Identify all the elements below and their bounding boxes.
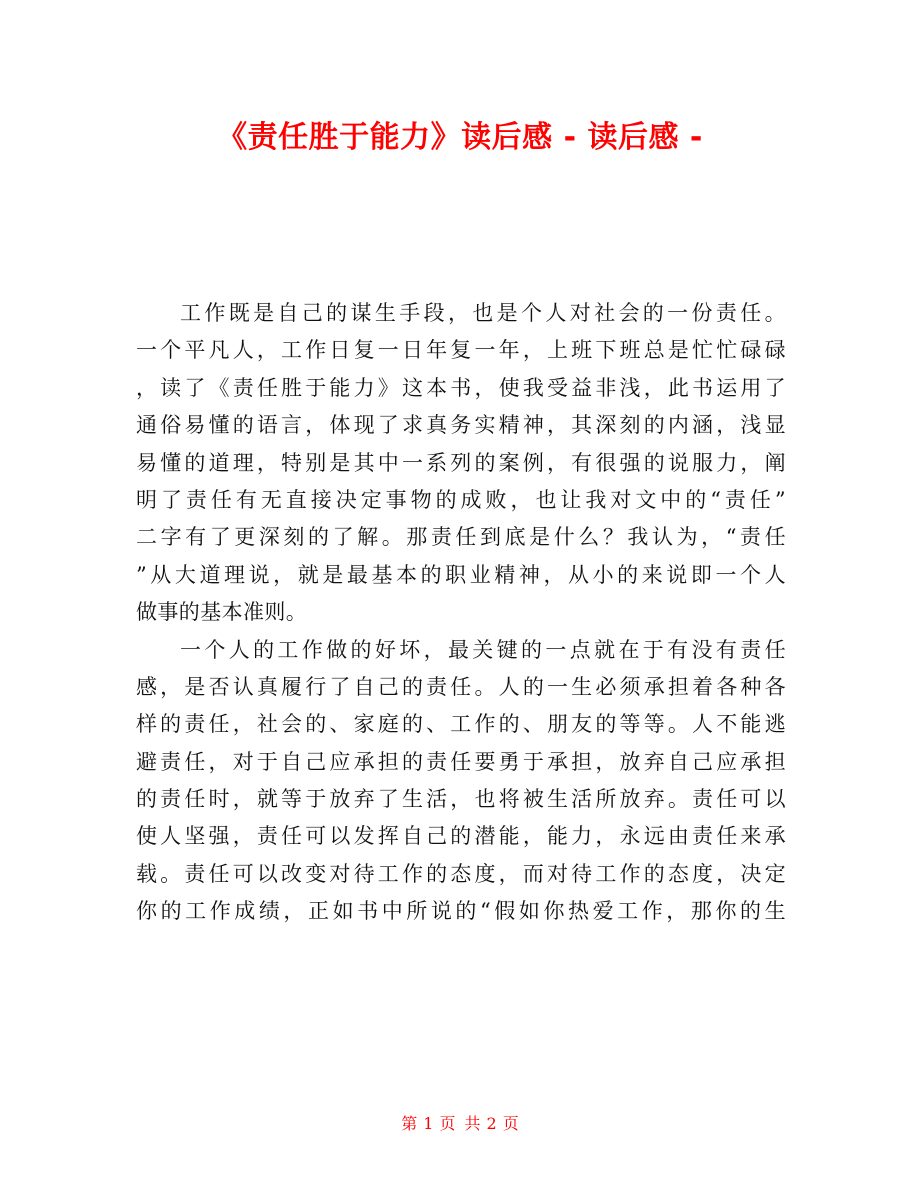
text-line: 一个人的工作做的好坏，最关键的一点就在于有没有责任	[180, 637, 786, 662]
text-line: ”从大道理说，就是最基本的职业精神，从小的来说即一个人	[136, 562, 786, 587]
paragraph-1	[136, 295, 786, 632]
text-line: 你的工作成绩，正如书中所说的“假如你热爱工作，那你的生	[136, 899, 786, 924]
text-line: 二字有了更深刻的了解。那责任到底是什么？我认为，“责任	[136, 525, 786, 550]
text-line: 样的责任，社会的、家庭的、工作的、朋友的等等。人不能逃	[136, 712, 786, 737]
text-line: 工作既是自己的谋生手段，也是个人对社会的一份责任。	[180, 301, 786, 325]
text-line: 明了责任有无直接决定事物的成败，也让我对文中的“责任”	[136, 487, 786, 512]
paragraph-2	[136, 632, 786, 931]
text-line: 载。责任可以改变对待工作的态度，而对待工作的态度，决定	[136, 861, 786, 886]
text-line: 一个平凡人，工作日复一日年复一年，上班下班总是忙忙碌碌	[136, 338, 786, 363]
page-label-mid: 页 共	[439, 1114, 481, 1133]
page-footer	[0, 1113, 920, 1135]
page-label-suffix: 页	[502, 1114, 519, 1133]
text-line: 感，是否认真履行了自己的责任。人的一生必须承担着各种各	[136, 674, 786, 699]
text-line: 使人坚强，责任可以发挥自己的潜能，能力，永远由责任来承	[136, 824, 786, 849]
page-label-prefix: 第	[401, 1114, 418, 1133]
text-line: ，读了《责任胜于能力》这本书，使我受益非浅，此书运用了	[136, 375, 786, 400]
document-body	[136, 295, 786, 931]
text-line: 做事的基本准则。	[136, 600, 308, 625]
text-line: 通俗易懂的语言，体现了求真务实精神，其深刻的内涵，浅显	[136, 413, 786, 438]
total-pages-number: 2	[486, 1114, 497, 1133]
text-line: 易懂的道理，特别是其中一系列的案例，有很强的说服力，阐	[136, 450, 786, 475]
document-title: 《责任胜于能力》读后感 - 读后感 -	[217, 120, 703, 155]
text-line: 避责任，对于自己应承担的责任要勇于承担，放弃自己应承担	[136, 749, 786, 774]
text-line: 的责任时，就等于放弃了生活，也将被生活所放弃。责任可以	[136, 787, 786, 812]
current-page-number: 1	[423, 1114, 434, 1133]
